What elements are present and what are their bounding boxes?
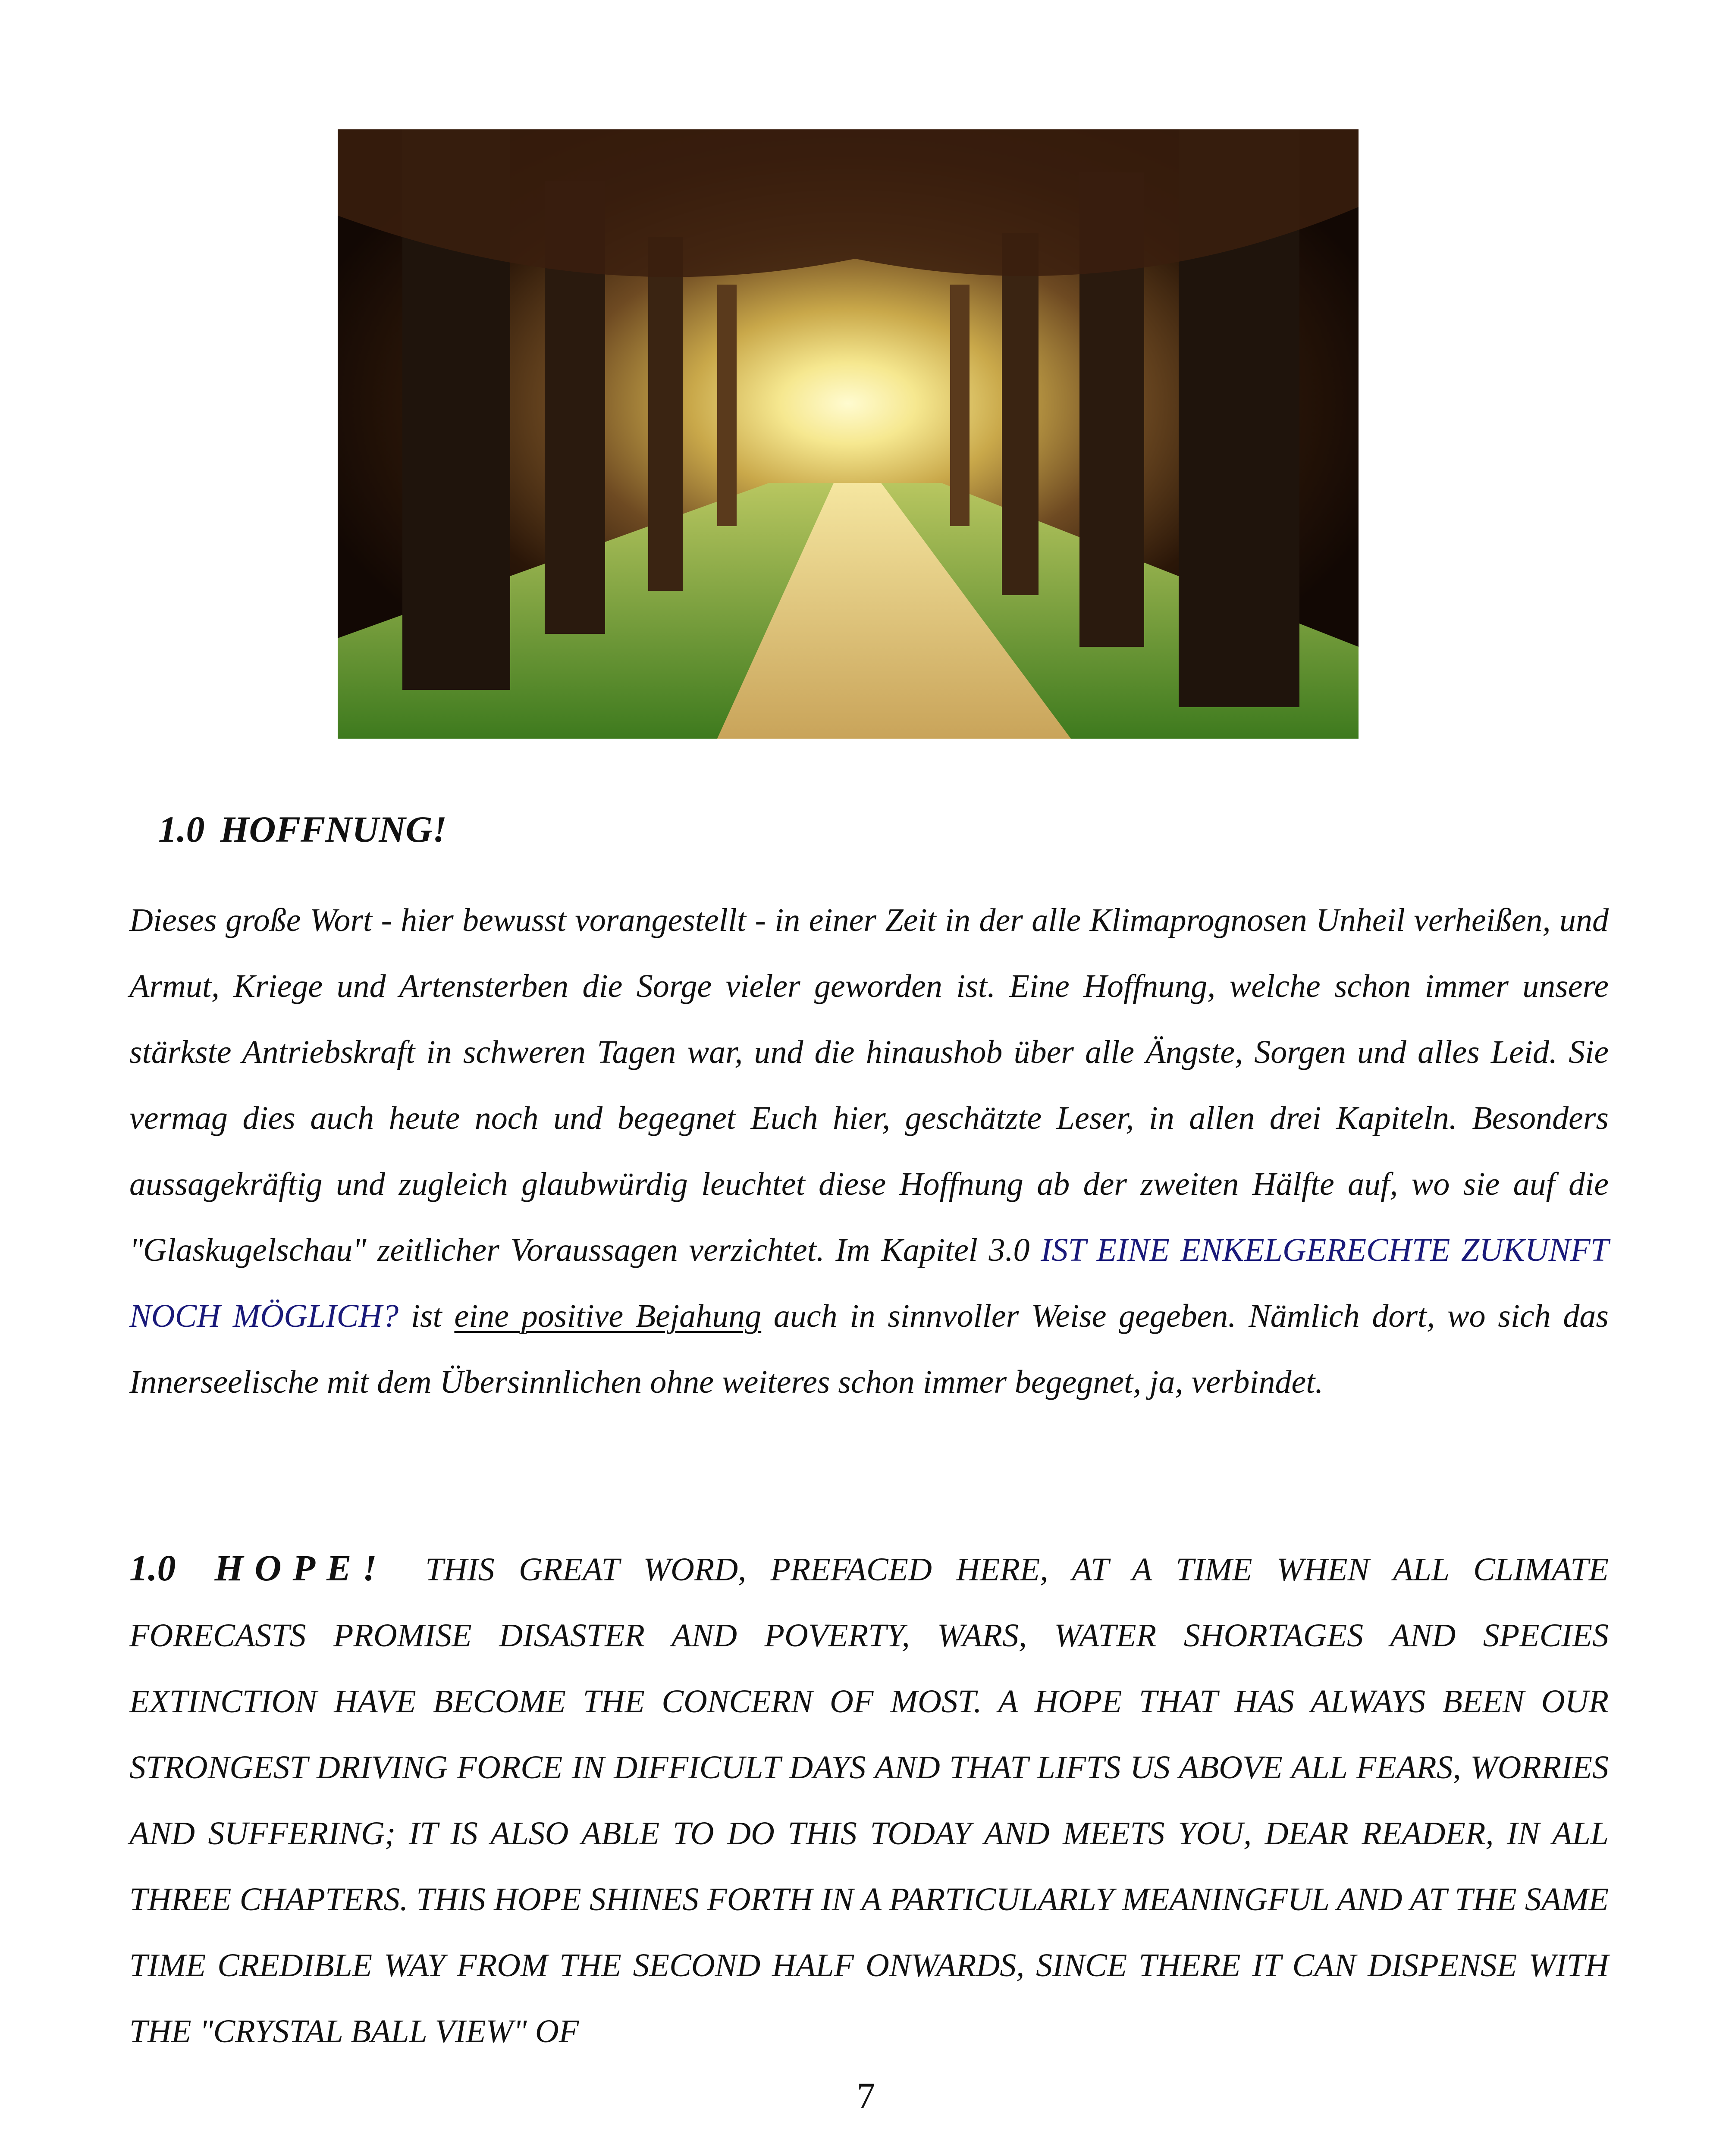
page-number: 7 (857, 2075, 875, 2116)
section-number-de: 1.0 (158, 808, 205, 850)
paragraph-de-text-2: ist (398, 1298, 455, 1334)
paragraph-en-text: THIS GREAT WORD, PREFACED HERE, AT A TIME WHEN ALL CLIMATE FORECASTS PROMISE DISASTER AND POVERTY, WARS, WATER SHORTAGES AND SPECIES EXTINCTION HAVE BECOME THE CONCERN OF MOST. A HOPE THAT HAS ALWAYS BEEN OUR STRONGEST DRIVING FORCE IN DIFFICULT DAYS AND THAT LIFTS US ABOVE ALL FEARS, WORRIES AND SUFFERING; IT IS ALSO ABLE TO DO THIS TODAY AND MEETS YOU, DEAR READER, IN ALL THREE CHAPTERS. THIS HOPE SHINES FORTH IN A PARTICULARLY MEANINGFUL AND AT THE SAME TIME CREDIBLE WAY FROM THE SECOND HALF ONWARDS, SINCE THERE IT CAN DISPENSE WITH THE "CRYSTAL BALL VIEW" OF (129, 1551, 1609, 2049)
forest-path-photo (338, 129, 1359, 739)
section-title-en: HOPE! (214, 1547, 388, 1589)
paragraph-de-text-1: Dieses große Wort - hier bewusst vorangestellt - in einer Zeit in der alle Klimaprognosen Unheil verheißen, und Armut, Kriege und Artensterben die Sorge vieler geworden ist. Eine Hoffnung, welche schon immer unsere stärkste Antriebskraft in schweren Tagen war, und die hinaushob über alle Ängste, Sorgen und alles Leid. Sie vermag dies auch heute noch und begegnet Euch hier, geschätzte Leser, in allen drei Kapiteln. Besonders aussagekräftig und zugleich glaubwürdig leuchtet diese Hoffnung ab der zweiten Hälfte auf, wo sie auf die "Glaskugelschau" zeitlicher Voraussagen verzichtet. Im Kapitel 3.0 (129, 902, 1609, 1268)
forest-path-illustration (338, 129, 1359, 739)
underlined-phrase: eine positive Bejahung (454, 1298, 762, 1334)
section-title-de: HOFFNUNG! (220, 808, 447, 850)
paragraph-de-text-3: auch in sinnvoller Weise gegeben. Nämlich dort, wo sich das Innerseelische mit dem Übersinnlichen ohne weiteres schon immer begegnet, ja, verbindet. (129, 1298, 1609, 1400)
section-heading-de (158, 808, 447, 850)
section-number-en: 1.0 (129, 1547, 176, 1589)
chapter-reference-link[interactable]: IST EINE ENKELGERECHTE ZUKUNFT NOCH MÖGLICH? (129, 1232, 1609, 1334)
paragraph-en (129, 1535, 1609, 2065)
paragraph-de (129, 887, 1609, 1415)
